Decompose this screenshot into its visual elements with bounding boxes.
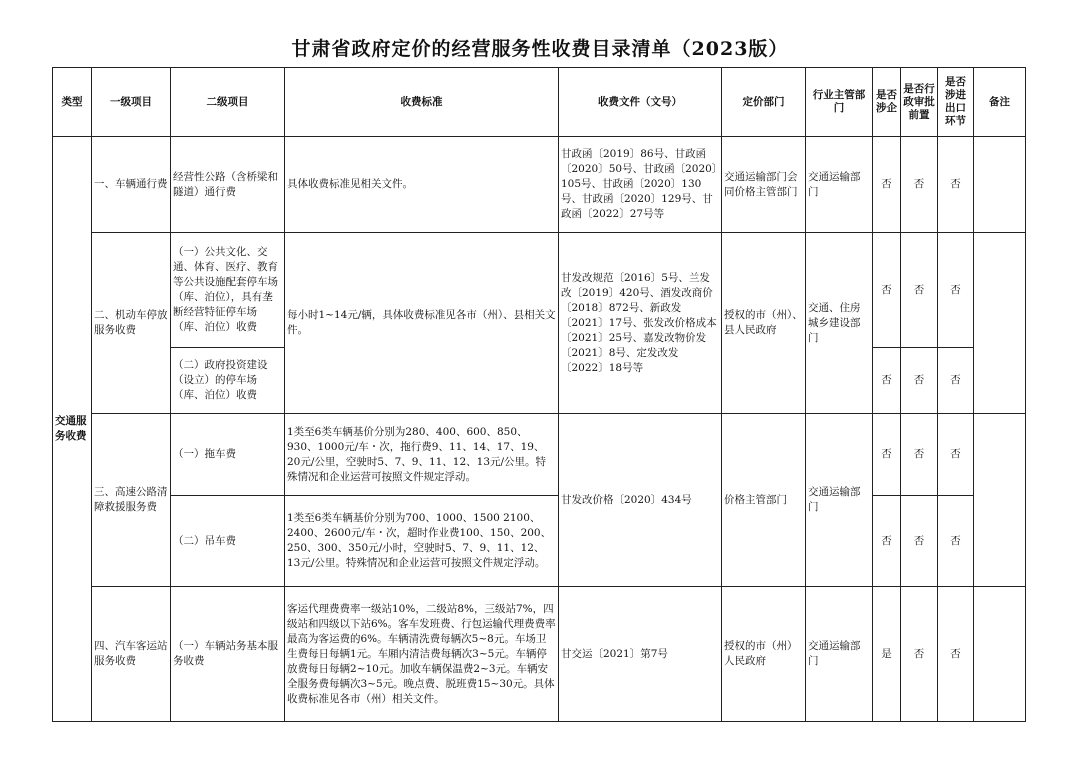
remark-cell xyxy=(974,414,1026,587)
level2-cell: 经营性公路（含桥梁和隧道）通行费 xyxy=(171,137,285,233)
level2-cell: （二）吊车费 xyxy=(171,496,285,587)
approval-cell: 否 xyxy=(901,137,938,233)
standard-cell: 1类至6类车辆基价分别为280、400、600、850、930、1000元/车・次，拖行费9、11、14、17、19、20元/公里，空驶时5、7、9、11、12、13元/公里。特殊情况和企业运营可按照文件规定浮动。 xyxy=(285,414,559,496)
fee-table xyxy=(52,67,1026,722)
table-row xyxy=(53,587,1026,722)
level1-cell: 二、机动车停放服务收费 xyxy=(92,233,171,414)
approval-cell: 否 xyxy=(901,496,938,587)
level2-cell: （一）车辆站务基本服务收费 xyxy=(171,587,285,722)
export-cell: 否 xyxy=(938,587,974,722)
export-cell: 否 xyxy=(938,496,974,587)
approval-cell: 否 xyxy=(901,348,938,414)
standard-cell: 客运代理费费率一级站10%，二级站8%，三级站7%，四级站和四级以下站6%。客车发班费、行包运输代理费费率最高为客运费的6%。车辆清洗费每辆次5~8元。车场卫生费每日每辆1元。车厢内清洁费每辆次3~5元。车辆停放费每日每辆2~10元。加收车辆保温费2~3元。车辆安全服务费每辆次3~5元。晚点费、脱班费15~30元。具体收费标准见各市（州）相关文件。 xyxy=(285,587,559,722)
enterprise-cell: 否 xyxy=(873,496,901,587)
type-cell: 交通服务收费 xyxy=(53,137,92,722)
approval-cell: 否 xyxy=(901,414,938,496)
enterprise-cell: 否 xyxy=(873,348,901,414)
dept-cell: 授权的市（州）人民政府 xyxy=(722,587,806,722)
standard-cell: 每小时1~14元/辆，具体收费标准见各市（州）、县相关文件。 xyxy=(285,233,559,414)
level2-cell: （二）政府投资建设（设立）的停车场（库、泊位）收费 xyxy=(171,348,285,414)
header-standard: 收费标准 xyxy=(285,68,559,137)
supervisor-cell: 交通运输部门 xyxy=(806,414,873,587)
header-export: 是否涉进出口环节 xyxy=(938,68,974,137)
supervisor-cell: 交通、住房城乡建设部门 xyxy=(806,233,873,414)
table-row xyxy=(53,414,1026,496)
level2-cell: （一）拖车费 xyxy=(171,414,285,496)
header-level2: 二级项目 xyxy=(171,68,285,137)
enterprise-cell: 是 xyxy=(873,587,901,722)
doc-cell: 甘发改价格〔2020〕434号 xyxy=(559,414,722,587)
dept-cell: 交通运输部门会同价格主管部门 xyxy=(722,137,806,233)
remark-cell xyxy=(974,233,1026,414)
remark-cell xyxy=(974,587,1026,722)
header-dept: 定价部门 xyxy=(722,68,806,137)
header-type: 类型 xyxy=(53,68,92,137)
doc-cell: 甘交运〔2021〕第7号 xyxy=(559,587,722,722)
level2-cell: （一）公共文化、交通、体育、医疗、教育等公共设施配套停车场（库、泊位），具有垄断经营特征停车场（库、泊位）收费 xyxy=(171,233,285,348)
doc-cell: 甘发改规范〔2016〕5号、兰发改〔2019〕420号、酒发改商价〔2018〕872号、新政发〔2021〕17号、张发改价格成本〔2021〕25号、嘉发改物价发〔2021〕8号、定发改发〔2022〕18号等 xyxy=(559,233,722,414)
level1-cell: 三、高速公路清障救援服务费 xyxy=(92,414,171,587)
table-row xyxy=(53,137,1026,233)
enterprise-cell: 否 xyxy=(873,233,901,348)
export-cell: 否 xyxy=(938,348,974,414)
dept-cell: 价格主管部门 xyxy=(722,414,806,587)
table-row xyxy=(53,496,1026,587)
header-remark: 备注 xyxy=(974,68,1026,137)
remark-cell xyxy=(974,137,1026,233)
header-supervisor: 行业主管部门 xyxy=(806,68,873,137)
approval-cell: 否 xyxy=(901,233,938,348)
enterprise-cell: 否 xyxy=(873,414,901,496)
header-approval: 是否行政审批前置 xyxy=(901,68,938,137)
standard-cell: 具体收费标准见相关文件。 xyxy=(285,137,559,233)
approval-cell: 否 xyxy=(901,587,938,722)
export-cell: 否 xyxy=(938,137,974,233)
header-doc: 收费文件（文号） xyxy=(559,68,722,137)
enterprise-cell: 否 xyxy=(873,137,901,233)
table-row xyxy=(53,233,1026,348)
dept-cell: 授权的市（州）、县人民政府 xyxy=(722,233,806,414)
page-title: 甘肃省政府定价的经营服务性收费目录清单（2023版） xyxy=(291,38,789,60)
supervisor-cell: 交通运输部门 xyxy=(806,587,873,722)
doc-cell: 甘政函〔2019〕86号、甘政函〔2020〕50号、甘政函〔2020〕105号、甘政函〔2020〕130号、甘政函〔2020〕129号、甘政函〔2022〕27号等 xyxy=(559,137,722,233)
standard-cell: 1类至6类车辆基价分别为700、1000、1500 2100、2400、2600元/车・次，超时作业费100、150、200、250、300、350元/小时，空驶时5、7、9、11、12、13元/公里。特殊情况和企业运营可按照文件规定浮动。 xyxy=(285,496,559,587)
export-cell: 否 xyxy=(938,414,974,496)
header-enterprise: 是否涉企 xyxy=(873,68,901,137)
level1-cell: 四、汽车客运站服务收费 xyxy=(92,587,171,722)
export-cell: 否 xyxy=(938,233,974,348)
header-level1: 一级项目 xyxy=(92,68,171,137)
level1-cell: 一、车辆通行费 xyxy=(92,137,171,233)
header-row xyxy=(53,68,1026,137)
supervisor-cell: 交通运输部门 xyxy=(806,137,873,233)
